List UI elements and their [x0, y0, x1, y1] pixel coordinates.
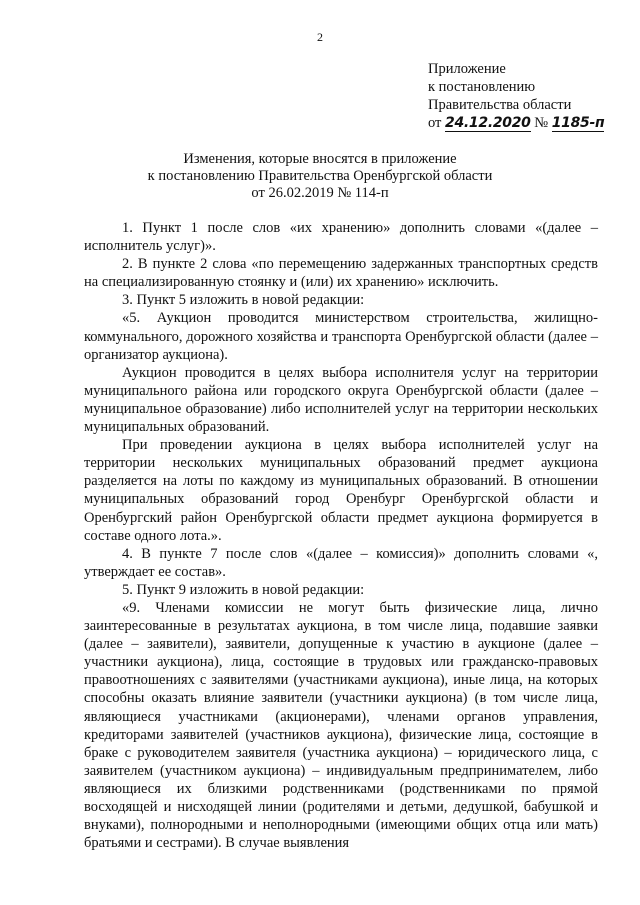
number-prefix: №	[534, 115, 549, 131]
paragraph-8: 5. Пункт 9 изложить в новой редакции:	[122, 581, 365, 598]
paragraph-5: Аукцион проводится в целях выбора исполнителя услуг на территории муниципального района или городского округа Оренбургской области (далее – муниципальное образование) либо исполнителей услуг на территории нескольких муниципальных образований.	[84, 364, 598, 436]
paragraph-6: При проведении аукциона в целях выбора исполнителей услуг на территории нескольких муниципальных образований предмет аукциона разделяется на лоты по каждому из муниципальных образований. В отношении муниципальных образований город Оренбург Оренбургской области и Оренбургский район Оренбургской области предмет аукциона формируется в составе одного лота.».	[84, 437, 598, 544]
appendix-block	[428, 60, 604, 132]
page-number: 2	[317, 30, 323, 44]
paragraph-4: «5. Аукцион проводится министерством строительства, жилищно-коммунального, дорожного хозяйства и транспорта Оренбургской области (далее – организатор аукциона).	[84, 310, 598, 363]
document-title	[0, 151, 640, 202]
appendix-line-2: к постановлению	[428, 79, 536, 95]
handwritten-number: 1185-п	[551, 115, 605, 131]
paragraph-3: 3. Пункт 5 изложить в новой редакции:	[122, 292, 365, 309]
title-line-1: Изменения, которые вносятся в приложение	[183, 151, 457, 167]
document-body	[84, 219, 598, 852]
paragraph-2: 2. В пункте 2 слова «по перемещению задержанных транспортных средств на специализированную стоянку и (или) их хранению» исключить.	[84, 256, 598, 291]
appendix-line-1: Приложение	[428, 61, 506, 77]
paragraph-9: «9. Членами комиссии не могут быть физические лица, лично заинтересованные в результатах аукциона, в том числе лица, подавшие заявки (далее – заявители), заявители, допущенные к участию в аукционе (далее – участники аукциона), лица, состоящие в трудовых или гражданско-правовых правоотношениях с заявителями (участниками аукциона), иные лица, на которых способны оказать влияние заявители (участники аукциона) (в том числе лица, являющиеся участниками (акционерами), членами органов управления, кредиторами заявителей (участников аукциона), физические лица, состоящие в браке с руководителем заявителя (участника аукциона) – юридического лица, с заявителем (участником аукциона) – индивидуальным предпринимателем, либо являющиеся их близкими родственниками (родственниками по прямой восходящей и нисходящей линии (родителями и детьми, дедушкой, бабушкой и внуками), полнородными и неполнородными (имеющими общих отца или мать) братьями и сестрами). В случае выявления	[84, 599, 598, 852]
paragraph-1: 1. Пункт 1 после слов «их хранению» дополнить словами «(далее – исполнитель услуг)».	[84, 220, 598, 255]
title-line-3: от 26.02.2019 № 114-п	[251, 185, 389, 201]
paragraph-7: 4. В пункте 7 после слов «(далее – комиссия)» дополнить словами «, утверждает ее состав».	[84, 545, 598, 580]
handwritten-date: 24.12.2020	[445, 115, 531, 131]
date-prefix: от	[428, 115, 442, 131]
appendix-date-line	[428, 114, 604, 132]
appendix-line-3: Правительства области	[428, 97, 572, 113]
title-line-2: к постановлению Правительства Оренбургской области	[147, 168, 493, 184]
